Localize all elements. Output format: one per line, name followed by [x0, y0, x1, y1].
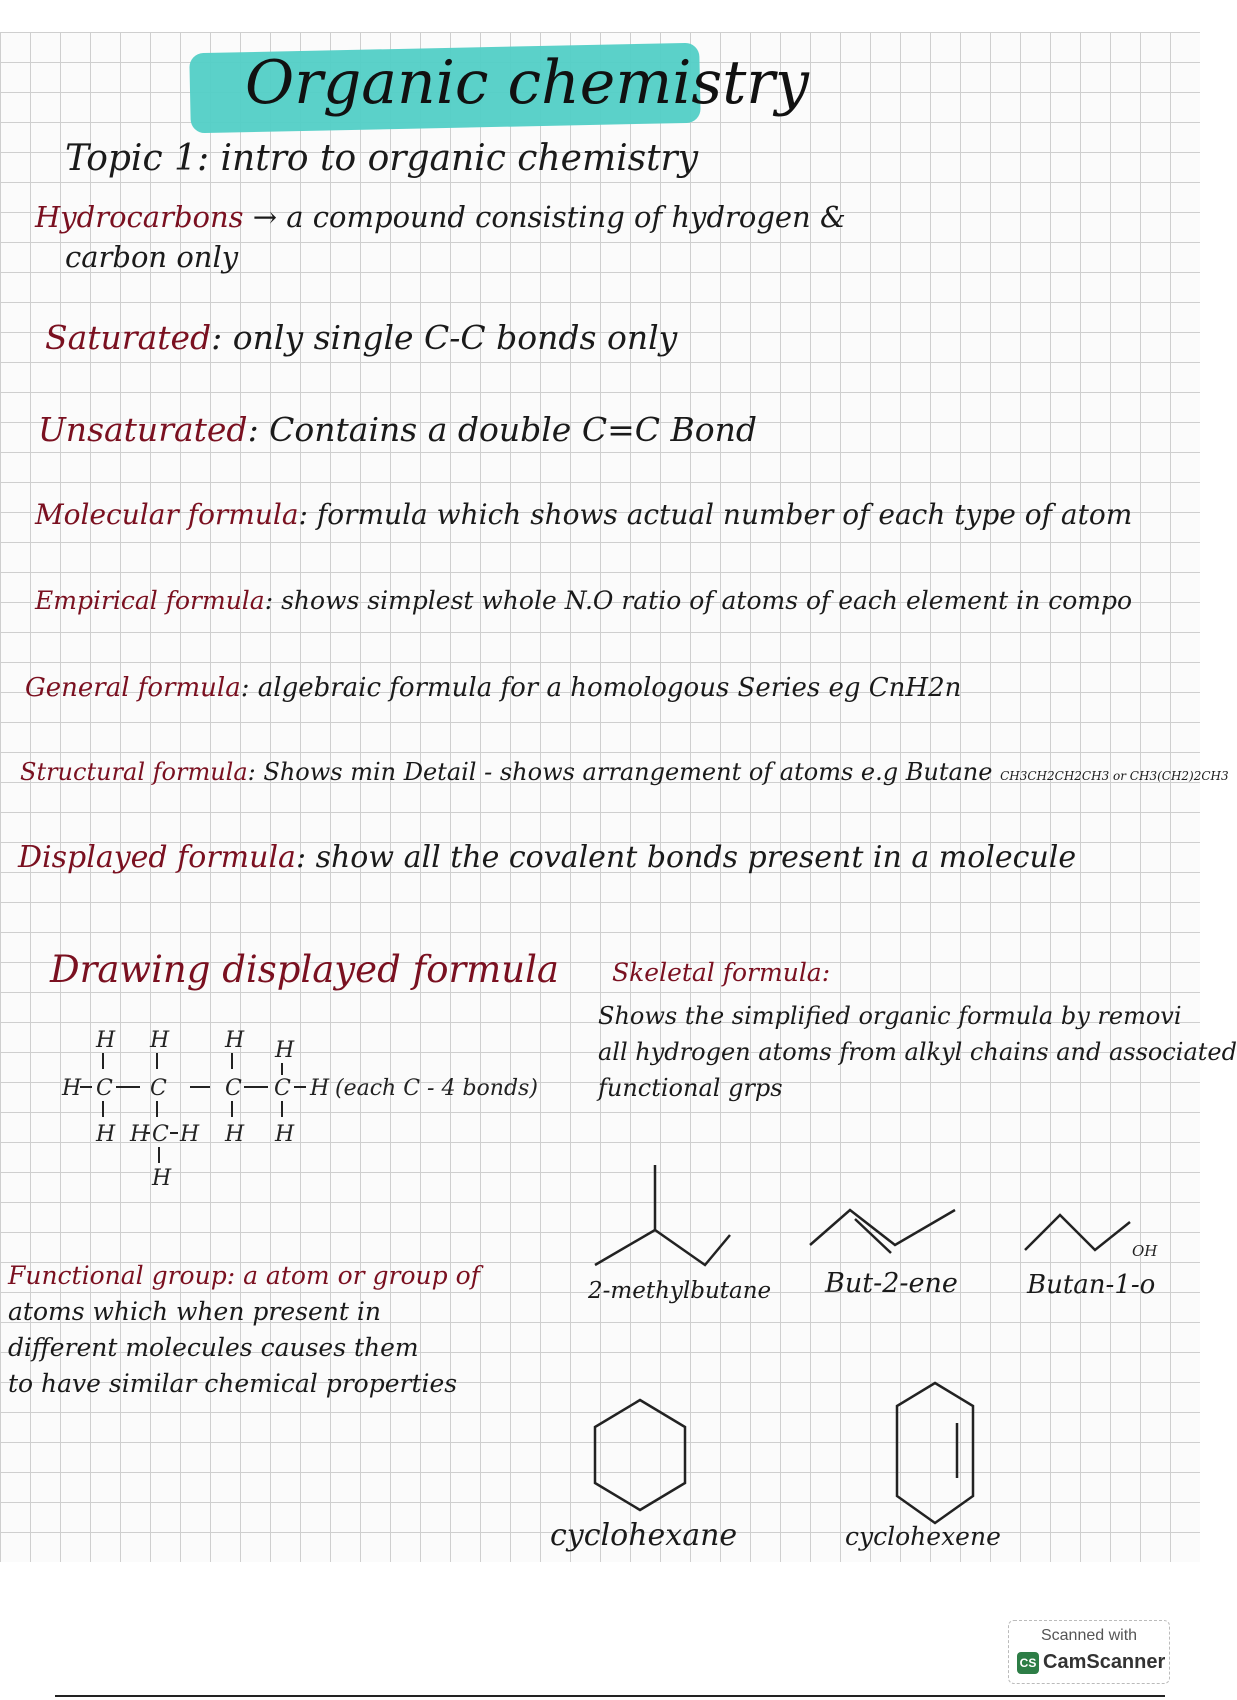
camscanner-logo-icon: CS	[1017, 1652, 1039, 1674]
atom-h: H	[180, 1122, 200, 1147]
skeletal-description	[598, 998, 1237, 1106]
scanner-watermark	[1008, 1620, 1170, 1684]
topic-heading: Topic 1: intro to organic chemistry	[65, 138, 699, 179]
functional-group-line: Functional group: a atom or group of	[8, 1261, 480, 1290]
label-but-2-ene: But-2-ene	[825, 1268, 958, 1299]
functional-group-note	[8, 1258, 480, 1402]
atom-h: H	[225, 1028, 245, 1053]
atom-h: H	[152, 1166, 172, 1191]
definition-displayed-formula: Displayed formula: show all the covalent bonds present in a molecule	[18, 840, 1077, 875]
functional-group-line: to have similar chemical properties	[8, 1369, 458, 1398]
functional-group-line: atoms which when present in	[8, 1297, 381, 1326]
skeletal-cyclohexene	[885, 1378, 985, 1528]
definition-empirical-formula: Empirical formula: shows simplest whole N.O ratio of atoms of each element in compo	[35, 586, 1133, 615]
atom-h: H	[130, 1122, 150, 1147]
definition-hydrocarbons-cont: carbon only	[65, 240, 239, 274]
page-bottom-rule	[55, 1695, 1165, 1697]
skeletal-line: functional grps	[598, 1074, 783, 1102]
atom-h: H	[225, 1122, 245, 1147]
atom-c: C	[152, 1122, 169, 1147]
atom-h: H	[310, 1076, 330, 1101]
displayed-formula-diagram	[50, 1025, 538, 1210]
watermark-line2: CS CamScanner	[1017, 1651, 1165, 1674]
label-cyclohexene: cyclohexene	[845, 1522, 1001, 1551]
skeletal-line: Shows the simplified organic formula by removi	[598, 1002, 1182, 1030]
drawing-heading: Drawing displayed formula	[50, 948, 559, 991]
functional-group-line: different molecules causes them	[8, 1333, 419, 1362]
definition-general-formula: General formula: algebraic formula for a homologous Series eg CnH2n	[25, 673, 962, 703]
skeletal-heading: Skeletal formula:	[612, 958, 831, 987]
label-cyclohexane: cyclohexane	[550, 1518, 738, 1553]
atom-h: H	[62, 1076, 82, 1101]
label-2-methylbutane: 2-methylbutane	[588, 1278, 772, 1304]
atom-h: H	[150, 1028, 170, 1053]
bond-note: (each C - 4 bonds)	[335, 1076, 538, 1101]
watermark-line1: Scanned with	[1040, 1627, 1138, 1644]
label-butan-1-ol: Butan-1-o	[1027, 1270, 1156, 1300]
skeletal-butan-1-ol	[1020, 1200, 1180, 1260]
atom-h: H	[96, 1028, 116, 1053]
oh-label: OH	[1132, 1242, 1158, 1260]
atom-h: H	[96, 1122, 116, 1147]
definition-hydrocarbons: Hydrocarbons → a compound consisting of hydrogen &	[35, 200, 846, 234]
definition-saturated: Saturated: only single C-C bonds only	[45, 318, 678, 357]
page-title: Organic chemistry	[245, 48, 809, 118]
definition-structural-formula: Structural formula: Shows min Detail - shows arrangement of atoms e.g Butane CH3CH2CH2CH3 or CH3(CH2)2CH3	[20, 758, 1229, 786]
atom-c: C	[96, 1076, 113, 1101]
skeletal-line: all hydrogen atoms from alkyl chains and associated	[598, 1038, 1237, 1066]
atom-c: C	[150, 1076, 167, 1101]
skeletal-2-methylbutane	[585, 1155, 790, 1275]
atom-h: H	[275, 1038, 295, 1063]
atom-h: H	[275, 1122, 295, 1147]
skeletal-but-2-ene	[805, 1195, 965, 1260]
skeletal-cyclohexane	[585, 1395, 695, 1515]
definition-unsaturated: Unsaturated: Contains a double C=C Bond	[38, 410, 757, 449]
atom-c: C	[225, 1076, 242, 1101]
atom-c: C	[274, 1076, 291, 1101]
definition-molecular-formula: Molecular formula: formula which shows actual number of each type of atom	[35, 498, 1133, 531]
